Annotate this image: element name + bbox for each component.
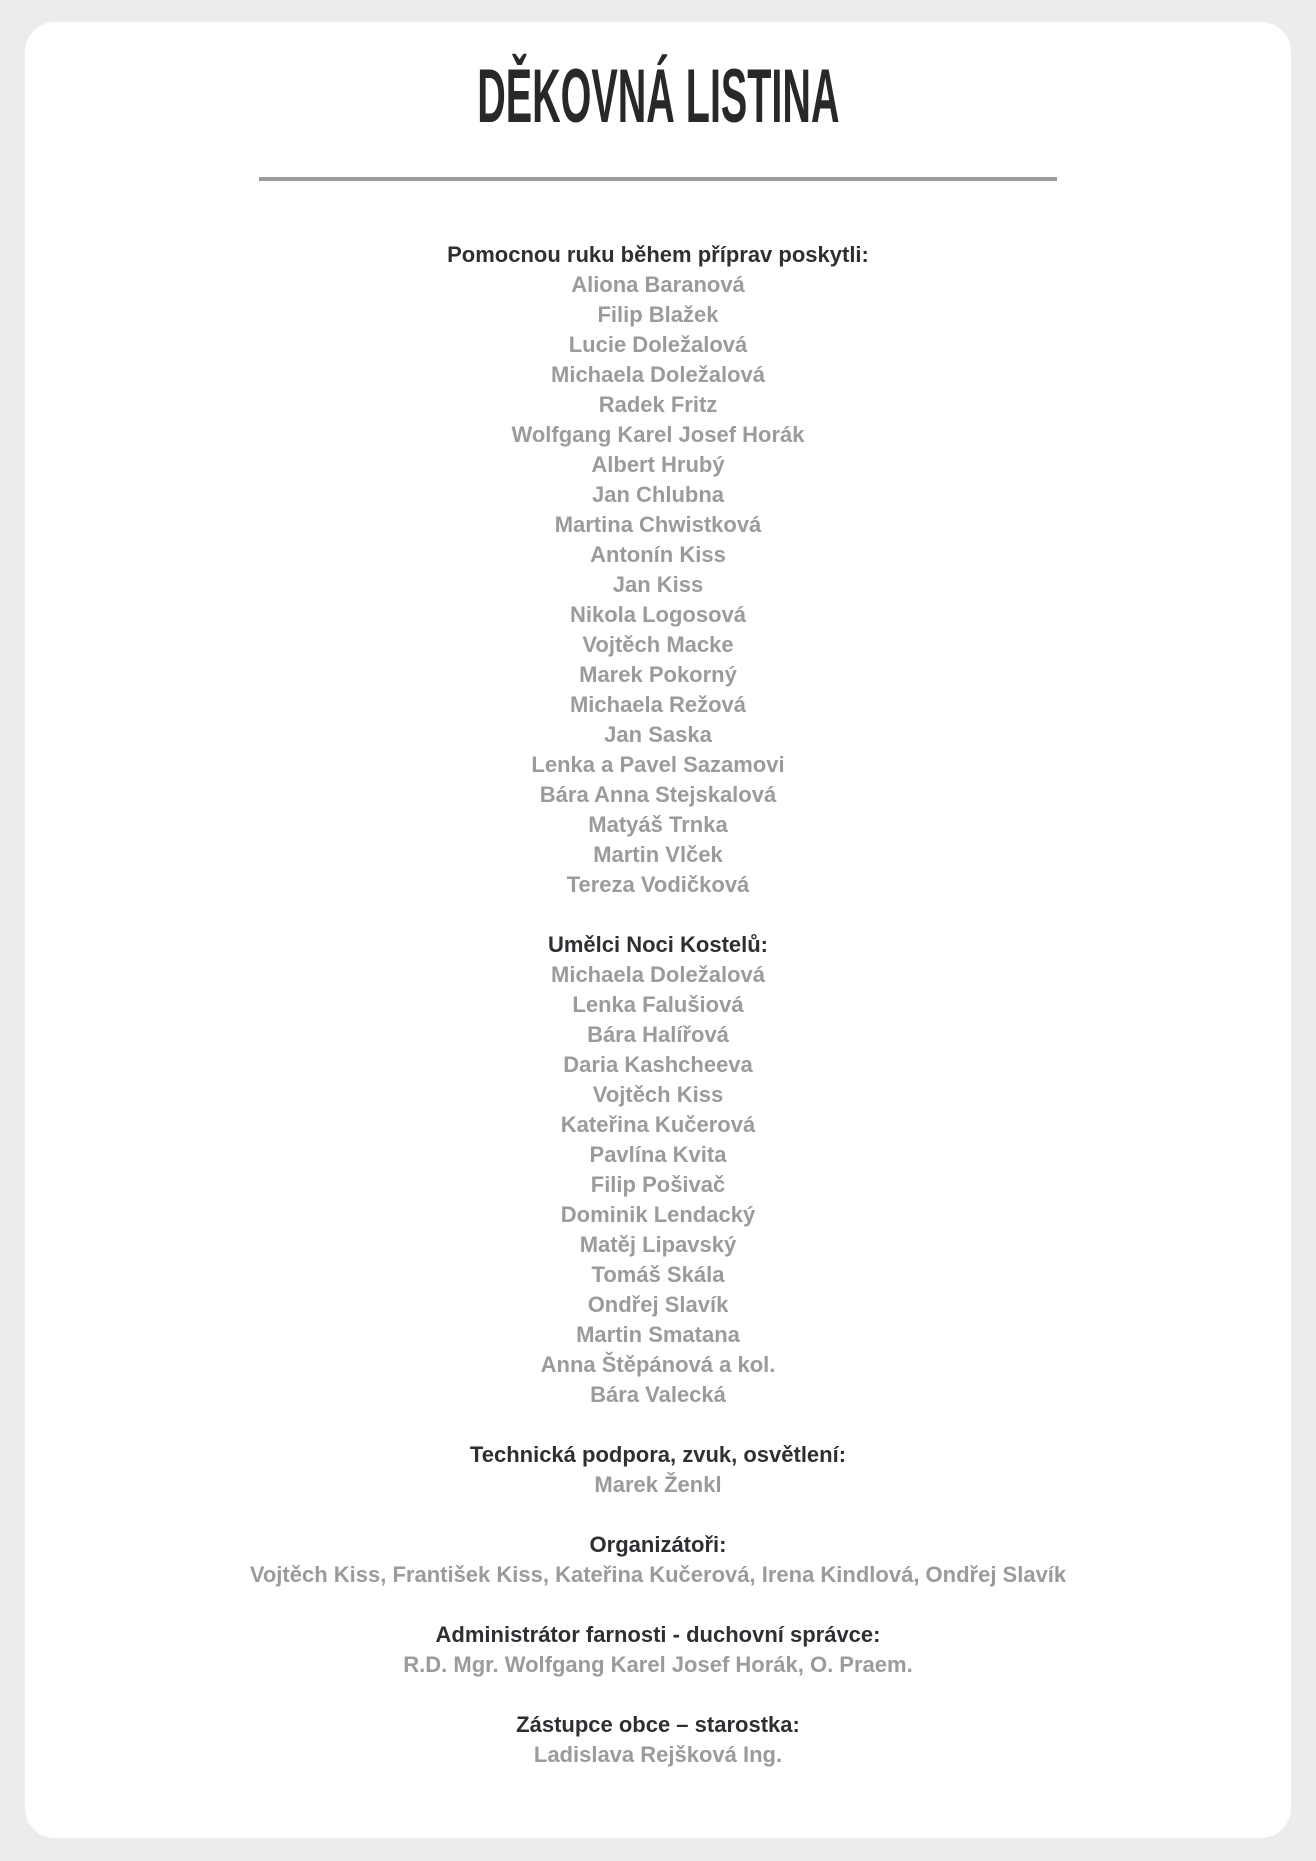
name-line: Michaela Režová xyxy=(569,692,747,717)
name-line: Michaela Doležalová xyxy=(551,362,765,387)
name-line: Aliona Baranová xyxy=(571,272,745,297)
name-line: Marek Ženkl xyxy=(594,1472,722,1497)
section-heading: Umělci Noci Kostelů: xyxy=(547,932,769,957)
section-heading: Pomocnou ruku během příprav poskytli: xyxy=(447,242,869,267)
name-line: Jan Saska xyxy=(604,722,712,747)
name-line: Lenka Falušiová xyxy=(572,992,744,1017)
name-line: Michaela Doležalová xyxy=(551,962,765,987)
name-line: Radek Fritz xyxy=(598,392,718,417)
title-divider xyxy=(259,177,1057,181)
thanks-list xyxy=(25,240,1291,1770)
name-line: Ondřej Slavík xyxy=(587,1292,729,1317)
name-line: Filip Blažek xyxy=(597,302,719,327)
section xyxy=(25,1530,1291,1590)
name-line: Martin Vlček xyxy=(593,842,723,867)
name-line: Kateřina Kučerová xyxy=(560,1112,756,1137)
name-line: Dominik Lendacký xyxy=(560,1202,756,1227)
section-heading: Technická podpora, zvuk, osvětlení: xyxy=(469,1442,847,1467)
name-line: Pavlína Kvita xyxy=(589,1142,727,1167)
name-line: Lucie Doležalová xyxy=(568,332,748,357)
section xyxy=(25,1620,1291,1680)
name-line: Lenka a Pavel Sazamovi xyxy=(531,752,785,777)
name-line: Wolfgang Karel Josef Horák xyxy=(511,422,805,447)
name-line: Bára Valecká xyxy=(590,1382,726,1407)
section-heading: Organizátoři: xyxy=(589,1532,727,1557)
name-line: Matyáš Trnka xyxy=(588,812,728,837)
name-line: Matěj Lipavský xyxy=(579,1232,737,1257)
name-line: Vojtěch Kiss xyxy=(592,1082,724,1107)
section xyxy=(25,1440,1291,1500)
section xyxy=(25,930,1291,1410)
name-line: Vojtěch Kiss, František Kiss, Kateřina Kučerová, Irena Kindlová, Ondřej Slavík xyxy=(249,1562,1067,1587)
section-heading: Zástupce obce – starostka: xyxy=(516,1712,800,1737)
name-line: Martina Chwistková xyxy=(554,512,762,537)
section-heading: Administrátor farnosti - duchovní správce: xyxy=(435,1622,881,1647)
name-line: Anna Štěpánová a kol. xyxy=(540,1352,776,1377)
name-line: Daria Kashcheeva xyxy=(563,1052,753,1077)
name-line: Jan Chlubna xyxy=(591,482,724,507)
page-title-text: DĚKOVNÁ LISTINA xyxy=(476,54,840,139)
name-line: Martin Smatana xyxy=(576,1322,740,1347)
name-line: Ladislava Rejšková Ing. xyxy=(533,1742,783,1767)
name-line: Tereza Vodičková xyxy=(566,872,750,897)
name-line: Tomáš Skála xyxy=(591,1262,725,1287)
certificate-card xyxy=(25,22,1291,1838)
name-line: Albert Hrubý xyxy=(591,452,725,477)
name-line: Antonín Kiss xyxy=(590,542,726,567)
name-line: Jan Kiss xyxy=(612,572,704,597)
section xyxy=(25,240,1291,900)
name-line: Nikola Logosová xyxy=(569,602,747,627)
name-line: R.D. Mgr. Wolfgang Karel Josef Horák, O. Praem. xyxy=(403,1652,913,1677)
name-line: Marek Pokorný xyxy=(579,662,737,687)
name-line: Vojtěch Macke xyxy=(582,632,734,657)
name-line: Bára Halířová xyxy=(587,1022,729,1047)
name-line: Bára Anna Stejskalová xyxy=(539,782,777,807)
name-line: Filip Pošivač xyxy=(590,1172,726,1197)
section xyxy=(25,1710,1291,1770)
page-title xyxy=(25,54,1291,139)
